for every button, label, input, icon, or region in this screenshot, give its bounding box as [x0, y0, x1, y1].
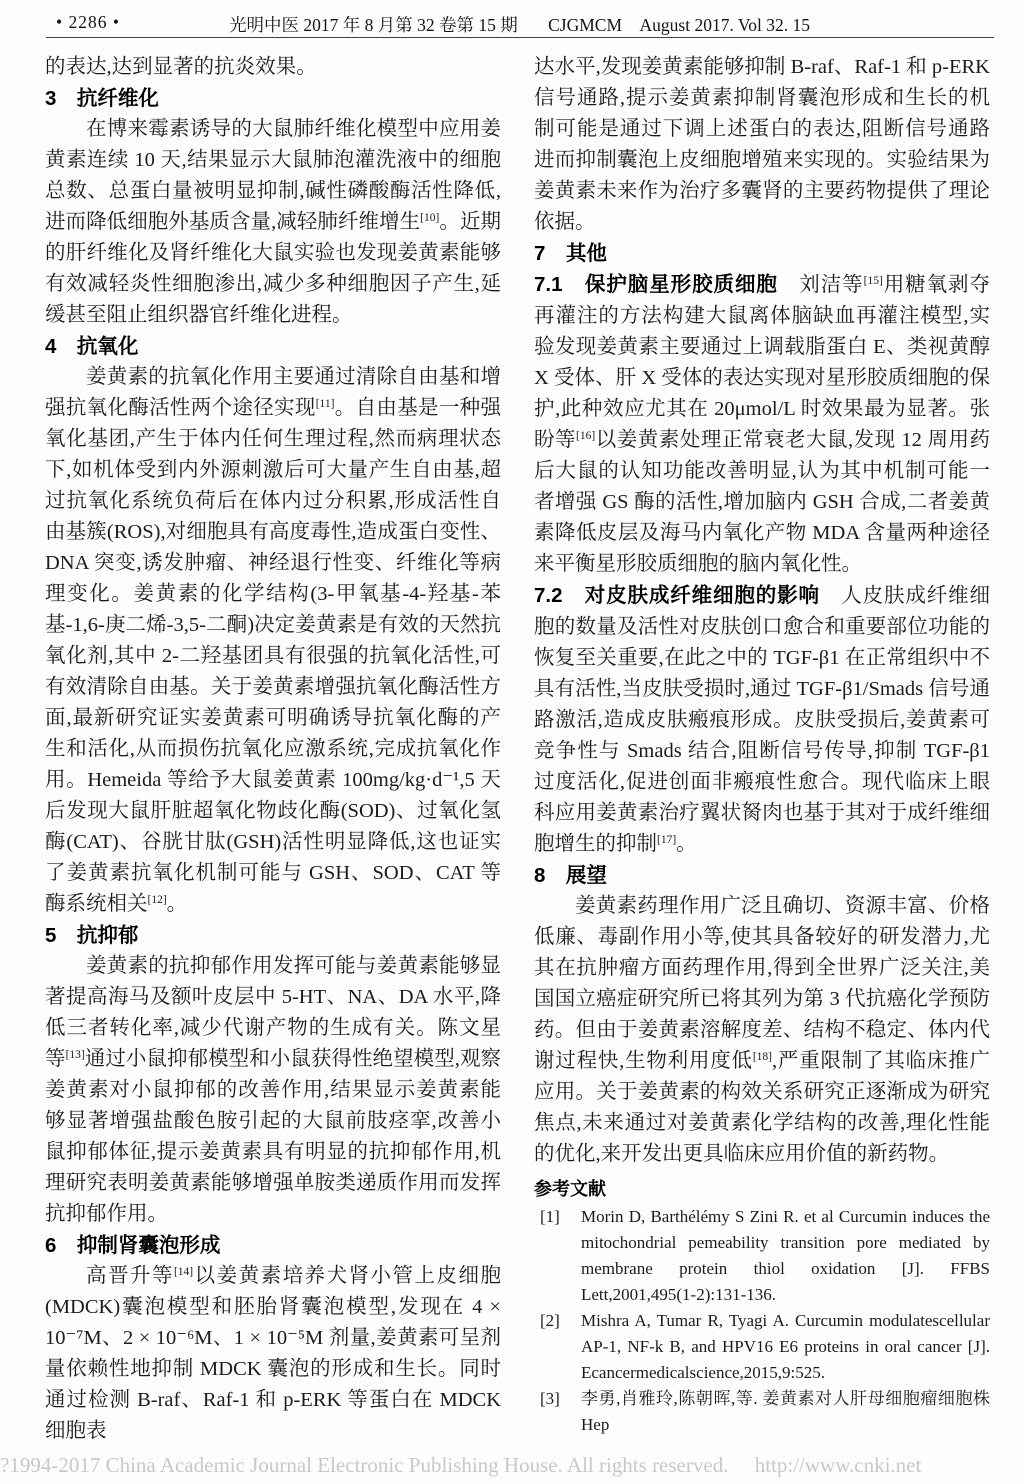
- reference-label: [2]: [540, 1311, 560, 1330]
- citation-superscript: [18]: [752, 1051, 772, 1063]
- paragraph: 姜黄素的抗抑郁作用发挥可能与姜黄素能够显著提高海马及额叶皮层中 5-HT、NA、DA 水平,降低三者转化率,减少代谢产物的生成有关。陈文星等[13]通过小鼠抑郁模型和小鼠获得性绝望模型,观察姜黄素对小鼠抑郁的改善作用,结果显示姜黄素能够显著增强盐酸色胺引起的大鼠前肢痉挛,改善小鼠抑郁体征,提示姜黄素具有明显的抗抑郁作用,机理研究表明姜黄素能够增强单胺类递质作用而发挥抗抑郁作用。: [45, 955, 502, 1225]
- page-number: • 2286 •: [56, 12, 121, 32]
- paragraph: 高晋升等[14]以姜黄素培养犬肾小管上皮细胞(MDCK)囊泡模型和胚胎肾囊泡模型,发现在 4 × 10⁻⁷M、2 × 10⁻⁶M、1 × 10⁻⁵M 剂量,姜黄素可呈剂量依赖性地抑制 MDCK 囊泡的形成和生长。同时通过检测 B-raf、Raf-1 和 p-ERK 等蛋白在 MDCK 细胞表: [45, 1265, 502, 1442]
- paragraph: 的表达,达到显著的抗炎效果。: [45, 56, 317, 78]
- paragraph: 达水平,发现姜黄素能够抑制 B-raf、Raf-1 和 p-ERK 信号通路,提示姜黄素抑制肾囊泡形成和生长的机制可能是通过下调上述蛋白的表达,阻断信号通路进而抑制囊泡上皮细胞增殖来实现的。实验结果为姜黄素未来作为治疗多囊肾的主要药物提供了理论依据。: [534, 56, 990, 233]
- page-header: [46, 11, 993, 35]
- section-heading: 4 抗氧化: [45, 335, 139, 358]
- inline-subheading: 7.2 对皮肤成纤维细胞的影响: [534, 584, 820, 607]
- reference-item: [534, 1386, 990, 1438]
- citation-superscript: [10]: [420, 212, 440, 224]
- paragraph: 姜黄素的抗氧化作用主要通过清除自由基和增强抗氧化酶活性两个途径实现[11]。自由基是一种强氧化基团,产生于体内任何生理过程,然而病理状态下,如机体受到内外源刺激后可大量产生自由基,超过抗氧化系统负荷后在体内过分积累,形成活性自由基簇(ROS),对细胞具有高度毒性,造成蛋白变性、DNA 突变,诱发肿瘤、神经退行性变、纤维化等病理变化。姜黄素的化学结构(3-甲氧基-4-羟基-苯基-1,6-庚二烯-3,5-二酮)决定姜黄素是有效的天然抗氧化剂,其中 2-二羟基团具有很强的抗氧化活性,可有效清除自由基。关于姜黄素增强抗氧化酶活性方面,最新研究证实姜黄素可明确诱导抗氧化酶的产生和活化,从而损伤抗氧化应激系统,完成抗氧化作用。Hemeida 等给予大鼠姜黄素 100mg/kg·d⁻¹,5 天后发现大鼠肝脏超氧化物歧化酶(SOD)、过氧化氢酶(CAT)、谷胱甘肽(GSH)活性明显降低,这也证实了姜黄素抗氧化机制可能与 GSH、SOD、CAT 等酶系统相关[12]。: [45, 366, 501, 915]
- left-column: [45, 52, 501, 1447]
- copyright-watermark: ?1994-2017 China Academic Journal Electronic Publishing House. All rights reserved. http://www.cnki.net: [0, 1453, 922, 1477]
- section-heading: 5 抗抑郁: [45, 924, 139, 947]
- reference-label: [3]: [540, 1389, 560, 1408]
- paragraph: 7.2 对皮肤成纤维细胞的影响 人皮肤成纤维细胞的数量及活性对皮肤创口愈合和重要部位功能的恢复至关重要,在此之中的 TGF-β1 在正常组织中不具有活性,当皮肤受损时,通过 TGF-β1/Smads 信号通路激活,造成皮肤瘢痕形成。皮肤受损后,姜黄素可竞争性与 Smads 结合,阻断信号传导,抑制 TGF-β1 过度活化,促进创面非瘢痕性愈合。现代临床上眼科应用姜黄素治疗翼状胬肉也基于其对于成纤维细胞增生的抑制[17]。: [534, 584, 990, 855]
- citation-superscript: [15]: [863, 275, 883, 287]
- paragraph: 姜黄素药理作用广泛且确切、资源丰富、价格低廉、毒副作用小等,使其具备较好的研发潜力,尤其在抗肿瘤方面药理作用,得到全世界广泛关注,美国国立癌症研究所已将其列为第 3 代抗癌化学预防药。但由于姜黄素溶解度差、结构不稳定、体内代谢过程快,生物利用度低[18],严重限制了其临床推广应用。关于姜黄素的构效关系研究正逐渐成为研究焦点,未来通过对姜黄素化学结构的改善,理化性能的优化,来开发出更具临床应用价值的新药物。: [534, 895, 991, 1165]
- journal-title-en: CJGMCM August 2017. Vol 32. 15: [548, 15, 811, 35]
- right-column: [534, 52, 990, 1447]
- citation-superscript: [11]: [315, 398, 335, 410]
- citation-superscript: [17]: [657, 834, 677, 846]
- citation-superscript: [16]: [576, 430, 596, 442]
- journal-title-cn: 光明中医 2017 年 8 月第 32 卷第 15 期: [228, 15, 518, 35]
- section-heading: 8 展望: [534, 864, 607, 887]
- reference-item: [534, 1308, 990, 1386]
- section-heading: 3 抗纤维化: [45, 87, 159, 110]
- reference-text: Mishra A, Tumar R, Tyagi A. Curcumin modulatescellular AP-1, NF-k B, and HPV16 E6 proteins in oral cancer [J]. Ecancermedicalscience,2015,9:525.: [581, 1311, 990, 1382]
- citation-superscript: [12]: [147, 894, 167, 906]
- paragraph: 7.1 保护脑星形胶质细胞 刘洁等[15]用糖氧剥夺再灌注的方法构建大鼠离体脑缺血再灌注模型,实验发现姜黄素主要通过上调载脂蛋白 E、类视黄醇 X 受体、肝 X 受体的表达实现对星形胶质细胞的保护,此种效应尤其在 20μmol/L 时效果最为显著。张盼等[16]以姜黄素处理正常衰老大鼠,发现 12 周用药后大鼠的认知功能改善明显,认为其中机制可能一者增强 GS 酶的活性,增加脑内 GSH 合成,二者姜黄素降低皮层及海马内氧化产物 MDA 含量两种途径来平衡星形胶质细胞的脑内氧化性。: [534, 273, 991, 575]
- citation-superscript: [13]: [65, 1049, 85, 1061]
- references-heading: 参考文献: [534, 1179, 606, 1199]
- section-heading: 6 抑制肾囊泡形成: [45, 1234, 221, 1257]
- journal-info: [46, 12, 993, 37]
- citation-superscript: [14]: [173, 1266, 194, 1278]
- paragraph: 在博来霉素诱导的大鼠肺纤维化模型中应用姜黄素连续 10 天,结果显示大鼠肺泡灌洗液中的细胞总数、总蛋白量被明显抑制,碱性磷酸酶活性降低,进而降低细胞外基质含量,减轻肺纤维增生[10]。近期的肝纤维化及肾纤维化大鼠实验也发现姜黄素能够有效减轻炎性细胞渗出,减少多种细胞因子产生,延缓甚至阻止组织器官纤维化进程。: [45, 118, 502, 326]
- header-divider: [46, 37, 994, 38]
- reference-text: Morin D, Barthélémy S Zini R. et al Curcumin induces the mitochondrial pemeability transition pore mediated by membrane protein thiol oxidation [J]. FFBS Lett,2001,495(1-2):131-136.: [581, 1207, 990, 1304]
- reference-text: 李勇,肖雅玲,陈朝晖,等. 姜黄素对人肝母细胞瘤细胞株 Hep: [581, 1389, 990, 1434]
- inline-subheading: 7.1 保护脑星形胶质细胞: [534, 273, 778, 296]
- reference-label: [1]: [540, 1207, 560, 1226]
- article-body: [45, 52, 990, 1447]
- reference-item: [534, 1204, 990, 1308]
- section-heading: 7 其他: [534, 242, 607, 265]
